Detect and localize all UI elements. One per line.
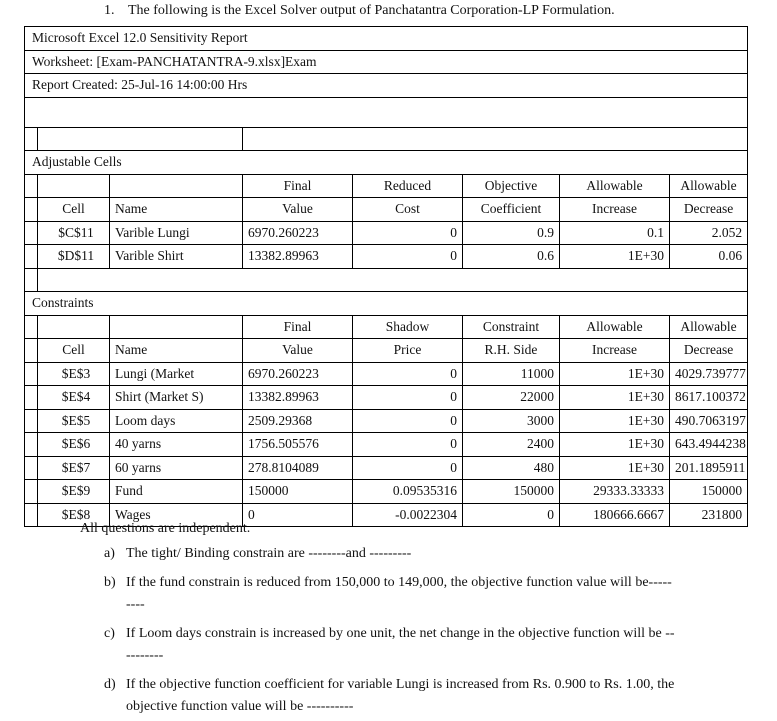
blank-row xyxy=(25,97,748,127)
report-worksheet: Worksheet: [Exam-PANCHATANTRA-9.xlsx]Exam xyxy=(25,50,748,74)
adjustable-cell: 0 xyxy=(353,221,463,245)
constraint-cell: 150000 xyxy=(463,480,560,504)
adjustable-header-cell: Objective xyxy=(463,174,560,198)
constraint-header-cell: Allowable xyxy=(560,315,670,339)
constraint-cell: 4029.739777 xyxy=(670,362,748,386)
constraint-cell: $E$5 xyxy=(38,409,110,433)
question-number: 1. xyxy=(104,3,115,18)
constraint-header1-row xyxy=(25,315,748,339)
constraint-header-cell: Value xyxy=(243,339,353,363)
constraint-cell: 1E+30 xyxy=(560,433,670,457)
adjustable-header-cell xyxy=(110,174,243,198)
constraint-cell: 2509.29368 xyxy=(243,409,353,433)
constraint-cell: $E$9 xyxy=(38,480,110,504)
constraint-cell: Loom days xyxy=(110,409,243,433)
adjustable-header-cell: Cell xyxy=(38,198,110,222)
adjustable-header-cell: Cost xyxy=(353,198,463,222)
constraint-cell: Shirt (Market S) xyxy=(110,386,243,410)
constraint-cell: 150000 xyxy=(243,480,353,504)
constraint-cell: 6970.260223 xyxy=(243,362,353,386)
constraint-header2-row xyxy=(25,339,748,363)
constraint-header-cell: Increase xyxy=(560,339,670,363)
adjustable-section-label: Adjustable Cells xyxy=(25,151,748,175)
constraint-row xyxy=(25,480,748,504)
question-continuation: -------- xyxy=(126,648,164,663)
constraint-row xyxy=(25,456,748,480)
constraint-cell: Fund xyxy=(110,480,243,504)
constraint-cell: $E$7 xyxy=(38,456,110,480)
question-heading xyxy=(104,3,615,19)
constraint-cell: 11000 xyxy=(463,362,560,386)
question-item xyxy=(80,543,770,565)
adjustable-header2-row xyxy=(25,198,748,222)
question-item xyxy=(80,572,770,616)
constraint-cell: 0 xyxy=(463,503,560,527)
constraint-cell: 0 xyxy=(353,409,463,433)
question-label: b) xyxy=(104,575,116,590)
adjustable-cell: $C$11 xyxy=(38,221,110,245)
adjustable-header-cell: Decrease xyxy=(670,198,748,222)
adjustable-cell: 13382.89963 xyxy=(243,245,353,269)
adjustable-header-cell: Coefficient xyxy=(463,198,560,222)
adjustable-cell: 1E+30 xyxy=(560,245,670,269)
report-created: Report Created: 25-Jul-16 14:00:00 Hrs xyxy=(25,74,748,98)
adjustable-header-cell: Value xyxy=(243,198,353,222)
question-item xyxy=(80,674,770,718)
question-item xyxy=(80,623,770,667)
constraint-cell: 3000 xyxy=(463,409,560,433)
constraint-header-cell: Cell xyxy=(38,339,110,363)
constraint-cell: $E$4 xyxy=(38,386,110,410)
constraint-row xyxy=(25,386,748,410)
adjustable-header-cell: Final xyxy=(243,174,353,198)
adjustable-cell: 6970.260223 xyxy=(243,221,353,245)
constraint-cell: 150000 xyxy=(670,480,748,504)
constraint-header-cell: Decrease xyxy=(670,339,748,363)
question-continuation: objective function value will be ---------- xyxy=(126,699,354,714)
constraint-cell: 0 xyxy=(353,433,463,457)
constraint-cell: 29333.33333 xyxy=(560,480,670,504)
constraint-cell: 201.1895911 xyxy=(670,456,748,480)
adjustable-cell: 0.06 xyxy=(670,245,748,269)
blank-row xyxy=(25,127,748,151)
adjustable-header-cell: Allowable xyxy=(560,174,670,198)
constraint-cell: $E$8 xyxy=(38,503,110,527)
question-label: d) xyxy=(104,677,116,692)
question-text: If the objective function coefficient for variable Lungi is increased from Rs. 0.900 to Rs. 1.00, the xyxy=(126,677,675,692)
constraint-cell: 60 yarns xyxy=(110,456,243,480)
constraint-cell: -0.0022304 xyxy=(353,503,463,527)
constraint-cell: 0 xyxy=(243,503,353,527)
constraint-cell: 0 xyxy=(353,362,463,386)
constraint-cell: 1E+30 xyxy=(560,386,670,410)
constraint-cell: 1E+30 xyxy=(560,409,670,433)
question-label: c) xyxy=(104,626,115,641)
adjustable-cell: $D$11 xyxy=(38,245,110,269)
constraint-cell: 1E+30 xyxy=(560,456,670,480)
adjustable-header-cell xyxy=(38,174,110,198)
constraint-cell: 278.8104089 xyxy=(243,456,353,480)
adjustable-header-cell: Allowable xyxy=(670,174,748,198)
adjustable-header-cell: Name xyxy=(110,198,243,222)
constraint-cell: 8617.100372 xyxy=(670,386,748,410)
constraint-cell: 1756.505576 xyxy=(243,433,353,457)
adjustable-cell: 2.052 xyxy=(670,221,748,245)
question-text: If Loom days constrain is increased by one unit, the net change in the objective function will be -- xyxy=(126,626,675,641)
constraint-row xyxy=(25,362,748,386)
question-list xyxy=(80,543,770,718)
adjustable-cell: 0.6 xyxy=(463,245,560,269)
constraint-header-cell: Final xyxy=(243,315,353,339)
report-title: Microsoft Excel 12.0 Sensitivity Report xyxy=(25,27,748,51)
constraint-header-cell: Allowable xyxy=(670,315,748,339)
constraint-header-cell: Price xyxy=(353,339,463,363)
constraint-cell: 0 xyxy=(353,456,463,480)
constraint-cell: 22000 xyxy=(463,386,560,410)
adjustable-row xyxy=(25,221,748,245)
constraints-section-label: Constraints xyxy=(25,292,748,316)
constraint-cell: 490.7063197 xyxy=(670,409,748,433)
adjustable-cells-section xyxy=(25,174,748,268)
sensitivity-report-table xyxy=(24,26,748,527)
constraint-row xyxy=(25,433,748,457)
constraint-cell: 13382.89963 xyxy=(243,386,353,410)
constraint-header-cell: Shadow xyxy=(353,315,463,339)
constraint-cell: 40 yarns xyxy=(110,433,243,457)
questions-intro: All questions are independent. xyxy=(80,521,251,536)
adjustable-cell: Varible Lungi xyxy=(110,221,243,245)
constraint-cell: 643.4944238 xyxy=(670,433,748,457)
adjustable-cell: 0.1 xyxy=(560,221,670,245)
adjustable-cell: 0.9 xyxy=(463,221,560,245)
constraint-header-cell: Name xyxy=(110,339,243,363)
constraint-cell: 2400 xyxy=(463,433,560,457)
constraint-cell: $E$3 xyxy=(38,362,110,386)
constraint-cell: 480 xyxy=(463,456,560,480)
adjustable-cell: 0 xyxy=(353,245,463,269)
adjustable-header-cell: Increase xyxy=(560,198,670,222)
constraints-section xyxy=(25,315,748,527)
constraint-cell: Lungi (Market xyxy=(110,362,243,386)
adjustable-header-cell: Reduced xyxy=(353,174,463,198)
blank-row xyxy=(25,268,748,292)
question-text: If the fund constrain is reduced from 150,000 to 149,000, the objective function value will be----- xyxy=(126,575,672,590)
constraint-header-cell: R.H. Side xyxy=(463,339,560,363)
constraint-header-cell: Constraint xyxy=(463,315,560,339)
question-continuation: ---- xyxy=(126,597,145,612)
adjustable-header1-row xyxy=(25,174,748,198)
constraint-header-cell xyxy=(110,315,243,339)
question-label: a) xyxy=(104,546,115,561)
question-text: The following is the Excel Solver output of Panchatantra Corporation-LP Formulation. xyxy=(128,3,615,18)
constraint-cell: 1E+30 xyxy=(560,362,670,386)
constraint-cell: $E$6 xyxy=(38,433,110,457)
adjustable-row xyxy=(25,245,748,269)
constraint-cell: 0.09535316 xyxy=(353,480,463,504)
constraint-cell: 180666.6667 xyxy=(560,503,670,527)
constraint-header-cell xyxy=(38,315,110,339)
constraint-row xyxy=(25,409,748,433)
constraint-cell: 0 xyxy=(353,386,463,410)
adjustable-cell: Varible Shirt xyxy=(110,245,243,269)
constraint-cell: 231800 xyxy=(670,503,748,527)
question-text: The tight/ Binding constrain are --------and --------- xyxy=(126,546,412,561)
questions-section xyxy=(80,521,770,721)
constraint-cell: Wages xyxy=(110,503,243,527)
